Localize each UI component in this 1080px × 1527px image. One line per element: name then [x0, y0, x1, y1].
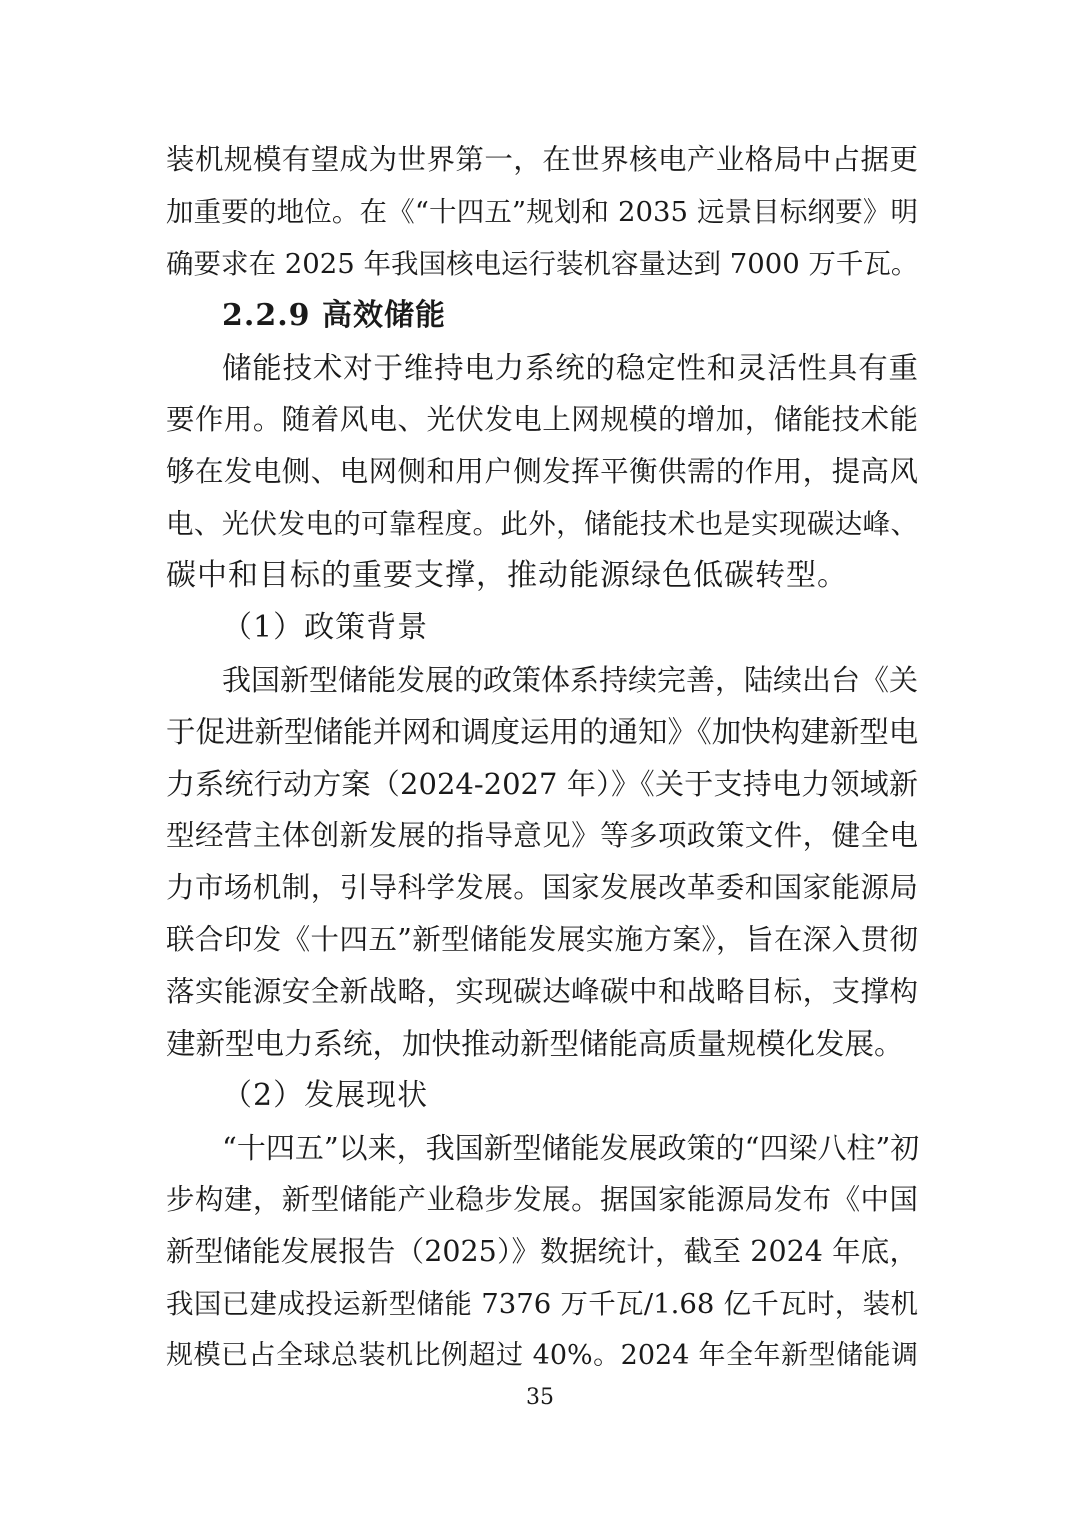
subheading-policy-background: （1）政策背景: [222, 610, 429, 645]
policy-line-5: 力市场机制，引导科学发展。国家发展改革委和国家能源局: [166, 871, 918, 904]
section-line-3: 够在发电侧、电网侧和用户侧发挥平衡供需的作用，提高风: [166, 455, 918, 488]
status-line-2: 步构建，新型储能产业稳步发展。据国家能源局发布《中国: [166, 1183, 918, 1216]
subheading-development-status: （2）发展现状: [222, 1078, 429, 1113]
policy-line-4: 型经营主体创新发展的指导意见》等多项政策文件，健全电: [166, 819, 918, 852]
status-line-4: 我国已建成投运新型储能 7376 万千瓦/1.68 亿千瓦时，装机: [166, 1288, 918, 1320]
intro-line-1: 装机规模有望成为世界第一，在世界核电产业格局中占据更: [166, 143, 918, 176]
status-line-1: “十四五”以来，我国新型储能发展政策的“四梁八柱”初: [222, 1131, 920, 1165]
section-heading: 2.2.9 高效储能: [222, 298, 446, 333]
policy-line-2: 于促进新型储能并网和调度运用的通知》《加快构建新型电: [166, 715, 919, 749]
section-line-5: 碳中和目标的重要支撑，推动能源绿色低碳转型。: [166, 558, 848, 593]
intro-line-2: 加重要的地位。在《“十四五”规划和 2035 远景目标纲要》明: [166, 196, 918, 228]
policy-line-8: 建新型电力系统，加快推动新型储能高质量规模化发展。: [166, 1027, 904, 1061]
policy-line-1: 我国新型储能发展的政策体系持续完善，陆续出台《关: [222, 663, 919, 697]
policy-line-6: 联合印发《十四五”新型储能发展实施方案》，旨在深入贯彻: [166, 923, 918, 956]
section-line-2: 要作用。随着风电、光伏发电上网规模的增加，储能技术能: [166, 403, 918, 436]
intro-line-3: 确要求在 2025 年我国核电运行装机容量达到 7000 万千瓦。: [166, 248, 919, 280]
policy-line-7: 落实能源安全新战略，实现碳达峰碳中和战略目标，支撑构: [166, 975, 918, 1008]
policy-line-3: 力系统行动方案（2024-2027 年）》《关于支持电力领域新: [166, 767, 918, 801]
page-number: 35: [526, 1385, 554, 1410]
status-line-5: 规模已占全球总装机比例超过 40%。2024 年全年新型储能调: [166, 1340, 918, 1371]
status-line-3: 新型储能发展报告（2025）》数据统计，截至 2024 年底，: [166, 1235, 918, 1268]
section-line-1: 储能技术对于维持电力系统的稳定性和灵活性具有重: [222, 351, 918, 385]
section-line-4: 电、光伏发电的可靠程度。此外，储能技术也是实现碳达峰、: [166, 508, 918, 540]
